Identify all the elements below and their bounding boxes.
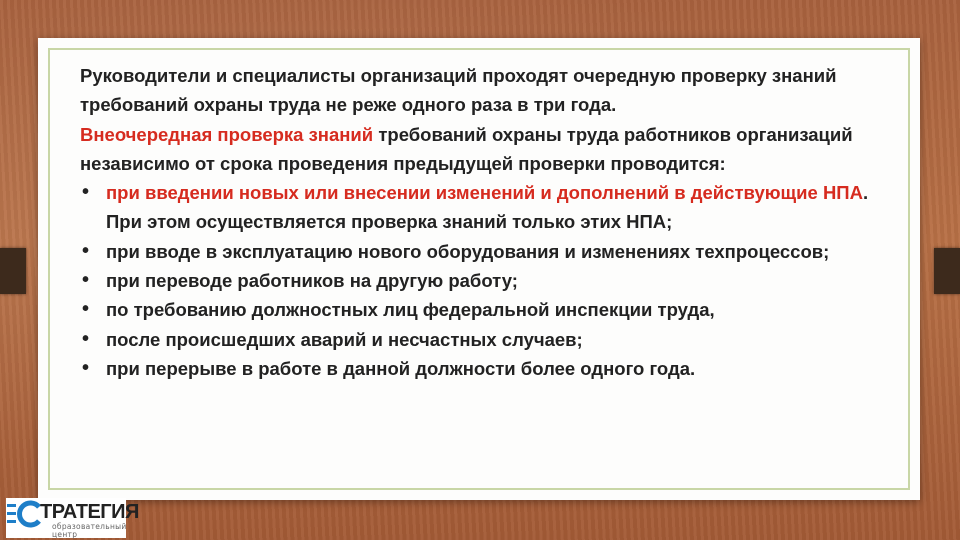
list-item-text: . При этом осуществляется проверка знаний только этих НПА; xyxy=(106,182,869,233)
list-item-text: при перерыве в работе в данной должности более одного года. xyxy=(106,357,696,379)
conditions-list xyxy=(80,178,880,383)
list-item xyxy=(80,178,880,237)
list-item xyxy=(80,354,880,383)
slide-panel xyxy=(38,38,920,500)
slide-content xyxy=(80,61,880,383)
left-edge-tab xyxy=(0,248,26,294)
list-item-highlight: при введении новых или внесении изменений и дополнений в действующие НПА xyxy=(106,182,863,204)
list-item xyxy=(80,266,880,295)
extraordinary-check-paragraph xyxy=(80,120,880,179)
list-item-text: по требованию должностных лиц федеральной инспекции труда, xyxy=(106,299,715,321)
list-item-text: при вводе в эксплуатацию нового оборудования и изменениях техпроцессов; xyxy=(106,240,830,262)
right-edge-tab xyxy=(934,248,960,294)
intro-paragraph: Руководители и специалисты организаций проходят очередную проверку знаний требований охраны труда не реже одного раза в три года. xyxy=(80,65,837,116)
paragraph-text: требований охраны труда работников организаций независимо от срока проведения предыдущей проверки проводится: xyxy=(80,123,853,174)
list-item xyxy=(80,325,880,354)
logo-wordmark: ТРАТЕГИЯ xyxy=(40,501,139,523)
strategy-logo-icon xyxy=(6,500,42,528)
highlight-text: Внеочередная проверка знаний xyxy=(80,123,374,145)
logo-subtitle: образовательный центр xyxy=(52,522,127,539)
list-item-text: при переводе работников на другую работу; xyxy=(106,270,518,292)
company-logo xyxy=(6,498,139,539)
list-item xyxy=(80,237,880,266)
list-item-text: после происшедших аварий и несчастных случаев; xyxy=(106,328,583,350)
list-item xyxy=(80,295,880,324)
